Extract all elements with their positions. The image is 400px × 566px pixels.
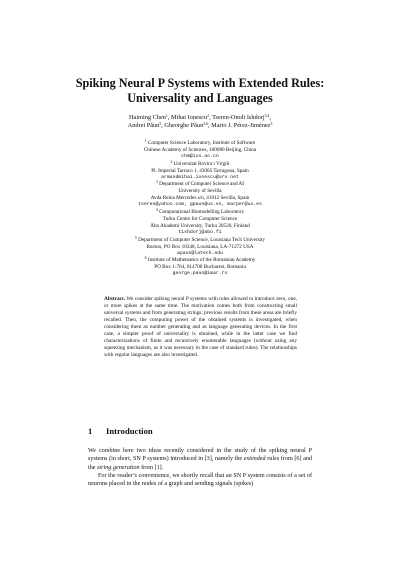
affiliation-email: chm@ios.ac.cn: [181, 153, 219, 159]
affiliation-email: george.paun@imar.ro: [172, 271, 228, 277]
author-affiliation-marker: 3: [270, 122, 273, 127]
abstract-text: We consider spiking neural P systems with rules allowed to introduce zero, one, or more spikes at the same time. The motivation comes both from constructing small universal systems and from generating strings; previous results from these areas are briefly recalled. Then, the computing power of the obtained systems is investigated, when considering them as number generating and as language generating devices. In the first case, a simpler proof of universality is obtained, while in the latter case we find characterizations of finite and recursively enumerable languages (without using any squeezing mechanism, as it was necessary in the case of standard rules). The relationships with regular languages are also investigated.: [104, 296, 297, 358]
author-affiliation-marker: 1: [165, 114, 168, 118]
paragraph: For the reader’s convenience, we shortly recall that an SN P system consists of a set of neurons placed in the nodes of a graph and sending signals (spikes): [88, 472, 312, 488]
affiliation-line: [70, 161, 330, 168]
affiliation-line: University of Sevilla: [178, 188, 222, 195]
text-run: rules from [6] and the: [88, 456, 312, 471]
affiliation-line: Ruston, PO Box 10348, Louisiana, LA-71272 USA: [146, 243, 254, 250]
author-affiliation-marker: 2,6: [203, 122, 208, 127]
author-affiliation-marker: 3,4: [264, 114, 270, 118]
section-number: 1: [88, 426, 93, 436]
body-text: [88, 447, 312, 488]
affiliation-text: Institute of Mathematics of the Romanian Academy: [147, 257, 256, 264]
author-name: Gheorghe Păun: [164, 122, 204, 130]
text-run: We combine here two ideas recently considered in the study of the spiking neural P systems (in short, SN P systems) introduced in [3], namely the: [88, 448, 312, 463]
emphasis: extended: [243, 456, 266, 463]
author-name: Andrei Păun: [127, 122, 160, 130]
affiliation-email: apaun@latech.edu: [176, 250, 224, 256]
affiliation-text: Department of Computer Science, Louisiana Tech University: [138, 236, 266, 243]
abstract: [104, 296, 297, 359]
author-affiliation-marker: 2: [207, 114, 210, 118]
title-line-1: Spiking Neural P Systems with Extended Rules:: [75, 76, 325, 90]
emphasis: string generation: [97, 464, 140, 471]
section-title: Introduction: [106, 426, 153, 436]
affiliation-line: PO Box 1-764, 014700 Bucharest, Romania: [154, 264, 246, 271]
affiliation-line: Chinese Academy of Sciences, 100080 Beijing, China: [143, 146, 257, 153]
affiliation-marker: 3: [155, 180, 158, 185]
affiliation-text: Computational Biomodelling Laboratory: [159, 209, 245, 216]
affiliation-line: Turku Centre for Computer Science: [162, 215, 238, 222]
affiliation-text: Department of Computer Science and AI: [159, 181, 245, 188]
author-name: Haiming Chen: [129, 114, 166, 121]
affiliation-line: [70, 257, 330, 264]
text-run: from [1].: [139, 464, 164, 471]
author-name: Mihai Ionescu: [170, 114, 208, 121]
author-name: Mario J. Pérez-Jiménez: [211, 122, 271, 130]
author-line-1: [70, 114, 330, 122]
author-affiliation-marker: 5: [159, 122, 162, 127]
affiliation-text: Universitat Rovira i Virgili: [173, 160, 230, 167]
affiliation-marker: 6: [144, 256, 147, 261]
author-separator: ,: [269, 114, 271, 121]
affiliation-marker: 1: [144, 139, 147, 143]
affiliation-marker: 5: [134, 235, 137, 240]
affiliation-marker: 2: [170, 159, 173, 164]
author-separator: ,: [209, 114, 213, 121]
abstract-label: Abstract.: [104, 296, 126, 302]
affiliation-line: [70, 237, 330, 244]
author-separator: ,: [167, 114, 171, 121]
author-list: [70, 114, 330, 131]
affiliation-text: Computer Science Laboratory, Institute of Software: [147, 140, 256, 146]
affiliation-email: tseren@yahoo.com, gpaun@us.es, marper@us.es: [138, 202, 262, 208]
affiliation-line: Åbo Akademi University, Turku 20520, Finland: [150, 222, 250, 229]
author-line-2: [70, 122, 330, 130]
affiliation-line: Avda Reina Mercedes s/n, 41012 Sevilla, Spain: [150, 195, 250, 202]
section-heading: [88, 426, 153, 436]
title-line-2: Universality and Languages: [127, 91, 273, 105]
affiliation-email: tishdorj@abo.fi: [178, 229, 222, 235]
author-name: Tseren-Onolt Ishdorj: [212, 114, 265, 121]
paper-title: [60, 76, 340, 106]
paragraph: [88, 447, 312, 472]
author-separator: ,: [161, 122, 165, 130]
affiliation-line: [70, 140, 330, 147]
affiliation-line: [70, 209, 330, 216]
affiliation-email: armandmihai.ionescu@urv.net: [161, 174, 239, 180]
affiliation-marker: 4: [155, 208, 158, 213]
affiliation-list: [70, 140, 330, 278]
author-separator: ,: [208, 122, 212, 130]
affiliation-line: Pl. Imperial Tarraco 1, 43005 Tarragona, Spain: [151, 167, 249, 174]
